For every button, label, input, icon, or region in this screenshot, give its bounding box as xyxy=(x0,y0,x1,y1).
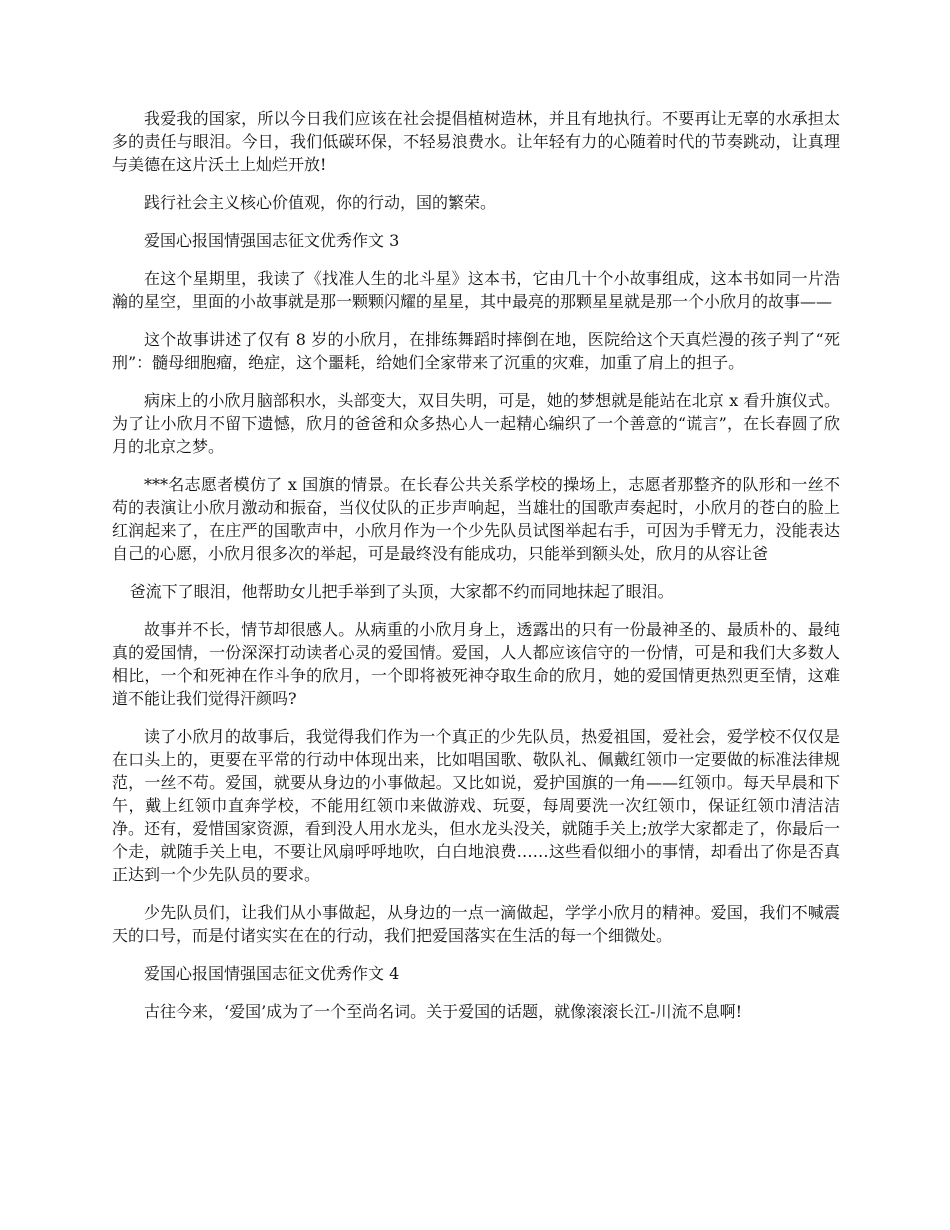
paragraph-10: 少先队员们，让我们从小事做起，从身边的一点一滴做起，学学小欣月的精神。爱国，我们不喊震天的口号，而是付诸实实在在的行动，我们把爱国落实在生活的每一个细微处。 xyxy=(112,903,840,945)
section-heading-4: 爱国心报国情强国志征文优秀作文 4 xyxy=(144,964,400,983)
paragraph-11: 古往今来，‘爱国’成为了一个至尚名词。关于爱国的话题，就像滚滚长江-川流不息啊! xyxy=(144,1002,743,1021)
paragraph-2: 践行社会主义核心价值观，你的行动，国的繁荣。 xyxy=(144,193,497,212)
paragraph-9: 读了小欣月的故事后，我觉得我们作为一个真正的少先队员，热爱祖国，爱社会，爱学校不仅仅是在口头上的，更要在平常的行动中体现出来，比如唱国歌、敬队礼、佩戴红领巾一定要做的标准法律规范，一丝不苟。爱国，就要从身边的小事做起。又比如说，爱护国旗的一角——红领巾。每天早晨和下午，戴上红领巾直奔学校，不能用红领巾来做游戏、玩耍，每周要洗一次红领巾，保证红领巾清洁洁净。还有，爱惜国家资源，看到没人用水龙头，但水龙头没关，就随手关上;放学大家都走了，你最后一个走，就随手关上电，不要让风扇呼呼地吹，白白地浪费……这些看似细小的事情，却看出了你是否真正达到一个少先队员的要求。 xyxy=(112,727,840,884)
paragraph-5: 病床上的小欣月脑部积水，头部变大，双目失明，可是，她的梦想就是能站在北京 x 看升旗仪式。为了让小欣月不留下遗憾，欣月的爸爸和众多热心人一起精心编织了一个善意的“谎言”，在长春圆了欣月的北京之梦。 xyxy=(112,391,840,456)
paragraph-4: 这个故事讲述了仅有 8 岁的小欣月，在排练舞蹈时摔倒在地，医院给这个天真烂漫的孩子判了“死刑”：髓母细胞瘤，绝症，这个噩耗，给她们全家带来了沉重的灾难，加重了肩上的担子。 xyxy=(112,330,840,372)
paragraph-3: 在这个星期里，我读了《找准人生的北斗星》这本书，它由几十个小故事组成，这本书如同一片浩瀚的星空，里面的小故事就是那一颗颗闪耀的星星，其中最亮的那颗星星就是那一个小欣月的故事—— xyxy=(112,269,840,311)
section-heading-3: 爱国心报国情强国志征文优秀作文 3 xyxy=(144,231,400,250)
paragraph-7: 爸流下了眼泪，他帮助女儿把手举到了头顶，大家都不约而同地抹起了眼泪。 xyxy=(129,582,674,601)
paragraph-1: 我爱我的国家，所以今日我们应该在社会提倡植树造林，并且有地执行。不要再让无辜的水承担太多的责任与眼泪。今日，我们低碳环保，不轻易浪费水。让年轻有力的心随着时代的节奏跳动，让真理与美德在这片沃土上灿烂开放! xyxy=(112,109,840,174)
paragraph-6: ***名志愿者模仿了 x 国旗的情景。在长春公共关系学校的操场上，志愿者那整齐的队形和一丝不苟的表演让小欣月激动和振奋，当仪仗队的正步声响起，当雄壮的国歌声奏起时，小欣月的苍白的脸上红润起来了，在庄严的国歌声中，小欣月作为一个少先队员试图举起右手，可因为手臂无力，没能表达自己的心愿，小欣月很多次的举起，可是最终没有能成功，只能举到额头处，欣月的从容让爸 xyxy=(112,475,840,563)
document-page xyxy=(112,107,840,1038)
paragraph-8: 故事并不长，情节却很感人。从病重的小欣月身上，透露出的只有一份最神圣的、最质朴的、最纯真的爱国情，一份深深打动读者心灵的爱国情。爱国，人人都应该信守的一份情，可是和我们大多数人相比，一个和死神在作斗争的欣月，一个即将被死神夺取生命的欣月，她的爱国情更热烈更至情，这难道不能让我们觉得汗颜吗? xyxy=(112,620,840,708)
